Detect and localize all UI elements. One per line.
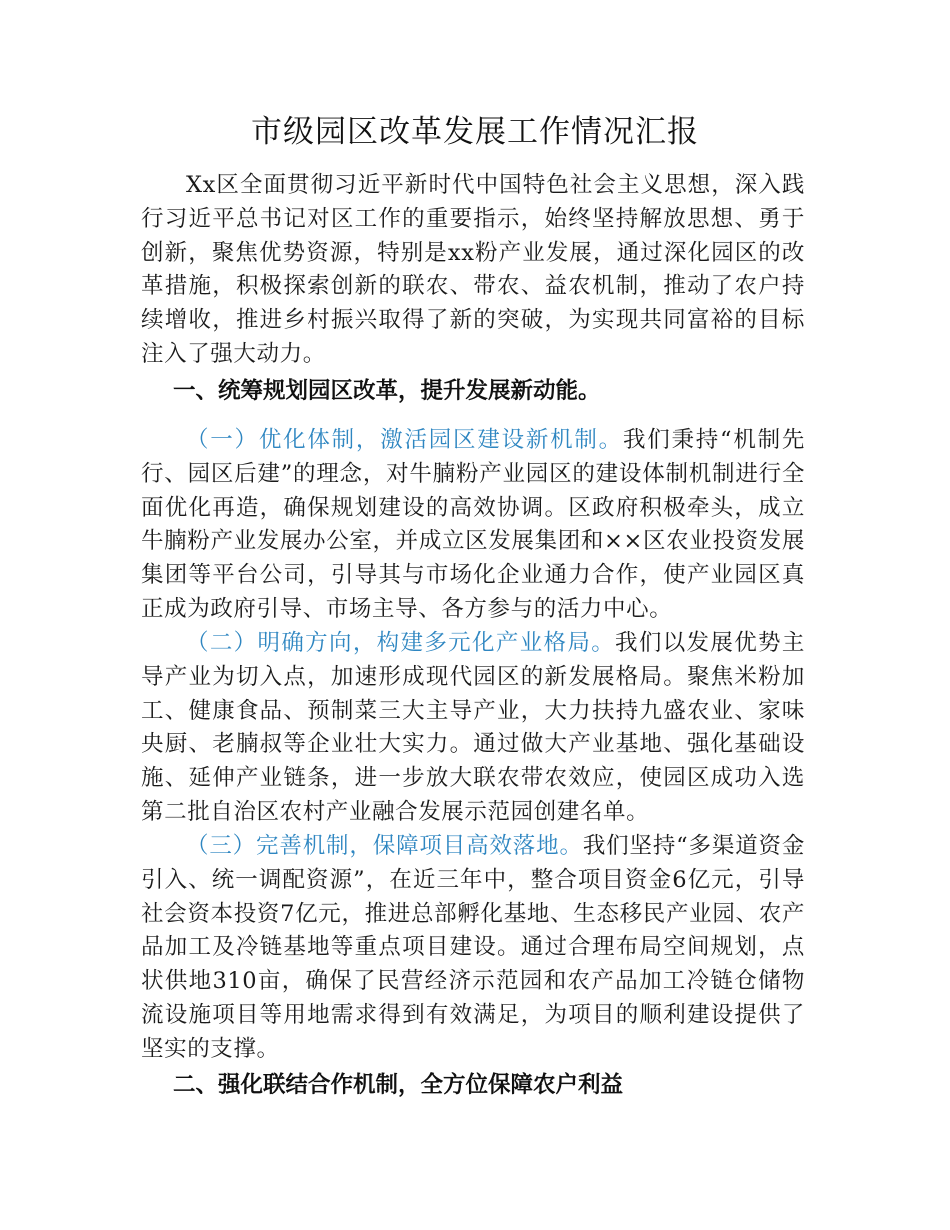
subsection-paragraph-2 — [141, 627, 805, 830]
subsection-body-2: 我们以发展优势主导产业为切入点，加速形成现代园区的新发展格局。聚焦米粉加工、健康食品、预制菜三大主导产业，大力扶持九盛农业、家味央厨、老腩叔等企业壮大实力。通过做大产业基地、强化基础设施、延伸产业链条，进一步放大联农带农效应，使园区成功入选第二批自治区农村产业融合发展示范园创建名单。 — [141, 630, 805, 825]
intro-paragraph: Xx区全面贯彻习近平新时代中国特色社会主义思想，深入践行习近平总书记对区工作的重要指示，始终坚持解放思想、勇于创新，聚焦优势资源，特别是xx粉产业发展，通过深化园区的改革措施，积极探索创新的联农、带农、益农机制，推动了农户持续增收，推进乡村振兴取得了新的突破，为实现共同富裕的目标注入了强大动力。 — [141, 172, 805, 367]
subsection-paragraph-3 — [141, 830, 805, 1067]
subsection-body-3: 我们坚持“多渠道资金引入、统一调配资源”，在近三年中，整合项目资金6亿元，引导社会资本投资7亿元，推进总部孵化基地、生态移民产业园、农产品加工及冷链基地等重点项目建设。通过合理布局空间规划，点状供地310亩，确保了民营经济示范园和农产品加工冷链仓储物流设施项目等用地需求得到有效满足，为项目的顺利建设提供了坚实的支撑。 — [141, 833, 805, 1062]
subsection-body-1: 我们秉持“机制先行、园区后建”的理念，对牛腩粉产业园区的建设体制机制进行全面优化再造，确保规划建设的高效协调。区政府积极牵头，成立牛腩粉产业发展办公室，并成立区发展集团和××区农业投资发展集团等平台公司，引导其与市场化企业通力合作，使产业园区真正成为政府引导、市场主导、各方参与的活力中心。 — [141, 427, 805, 622]
subsection-paragraph-1 — [141, 424, 805, 627]
section-heading-2: 二、强化联结合作机制，全方位保障农户利益 — [173, 1072, 624, 1098]
section-heading-1: 一、统筹规划园区改革，提升发展新动能。 — [173, 378, 601, 404]
document-title: 市级园区改革发展工作情况汇报 — [251, 114, 699, 150]
subsection-heading-2: （二）明确方向，构建多元化产业格局。 — [186, 630, 616, 656]
subsection-heading-1: （一）优化体制，激活园区建设新机制。 — [186, 427, 623, 453]
subsection-heading-3: （三）完善机制，保障项目高效落地。 — [186, 833, 583, 859]
